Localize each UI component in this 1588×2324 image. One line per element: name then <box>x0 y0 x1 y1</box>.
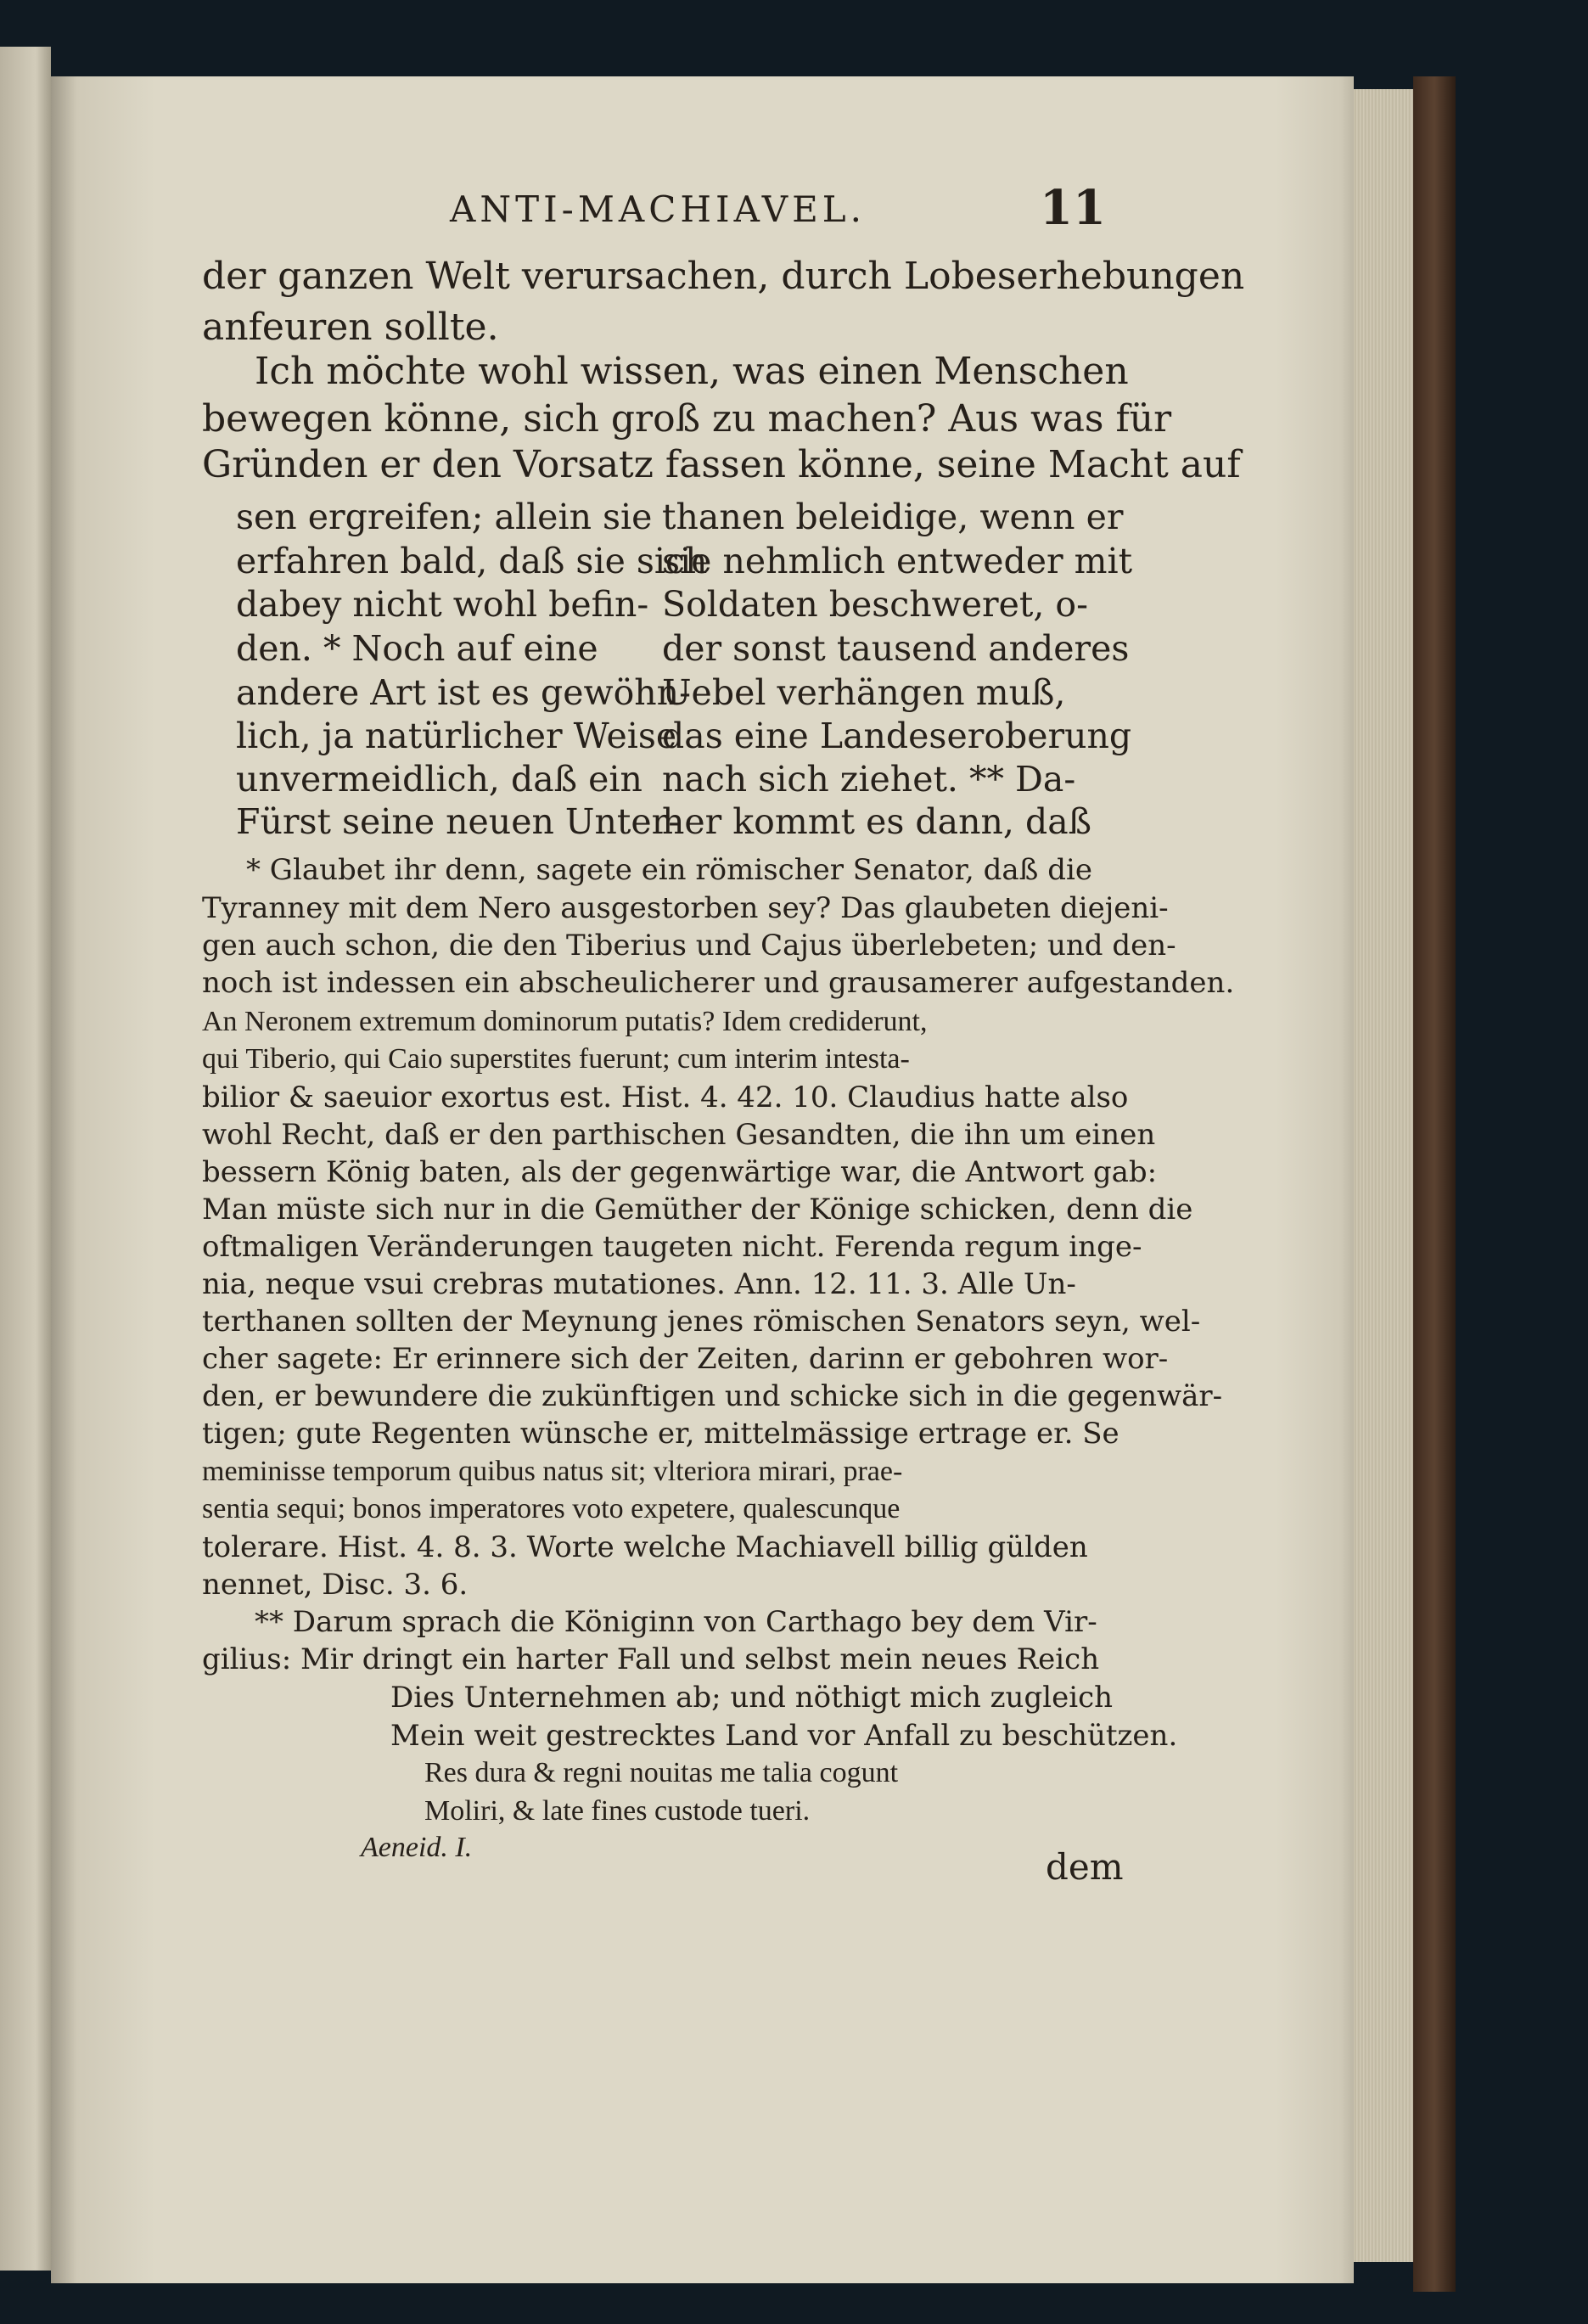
column-line: andere Art ist es gewöhn- <box>236 672 691 713</box>
column-line: Uebel verhängen muß, <box>662 672 1066 713</box>
column-line: sie nehmlich entweder mit <box>662 541 1133 581</box>
footnote-line: nia, neque vsui crebras mutationes. Ann. 12. 11. 3. Alle Un- <box>202 1267 1076 1301</box>
body-line: bewegen könne, sich groß zu machen? Aus was für <box>202 397 1172 441</box>
column-line: den. * Noch auf eine <box>236 628 598 669</box>
column-line: dabey nicht wohl befin- <box>236 584 649 625</box>
footnote-line: oftmaligen Veränderungen taugeten nicht. Ferenda regum inge- <box>202 1230 1142 1264</box>
column-line: her kommt es dann, daß <box>662 801 1092 842</box>
column-line: Fürst seine neuen Unter- <box>236 801 681 842</box>
footnote-line: tolerare. Hist. 4. 8. 3. Worte welche Machiavell billig gülden <box>202 1530 1088 1564</box>
body-line: Ich möchte wohl wissen, was einen Menschen <box>255 350 1129 393</box>
column-line: der sonst tausend anderes <box>662 628 1130 669</box>
footnote-line: meminisse temporum quibus natus sit; vlteriora mirari, prae- <box>202 1456 903 1487</box>
footnote-line: bessern König baten, als der gegenwärtige war, die Antwort gab: <box>202 1155 1158 1189</box>
verse-line: Moliri, & late fines custode tueri. <box>424 1795 811 1827</box>
footnote-line: sentia sequi; bonos imperatores voto expetere, qualescunque <box>202 1493 901 1524</box>
book-cover <box>1413 76 1456 2292</box>
column-line: sen ergreifen; allein sie <box>236 497 653 537</box>
citation: Aeneid. I. <box>361 1832 473 1863</box>
footnote-line: bilior & saeuior exortus est. Hist. 4. 42. 10. Claudius hatte also <box>202 1081 1129 1114</box>
footnote-line: Tyranney mit dem Nero ausgestorben sey? Das glaubeten diejeni- <box>202 891 1169 925</box>
page-stack-edges <box>1354 89 1413 2262</box>
previous-page-edge <box>0 47 51 2271</box>
catchword: dem <box>1046 1846 1124 1888</box>
footnote-line: cher sagete: Er erinnere sich der Zeiten, darinn er gebohren wor- <box>202 1342 1169 1376</box>
footnote-line: terthanen sollten der Meynung jenes römischen Senators seyn, wel- <box>202 1305 1201 1339</box>
footnote-line: nennet, Disc. 3. 6. <box>202 1568 469 1602</box>
footnote-line: Man müste sich nur in die Gemüther der Könige schicken, denn die <box>202 1193 1193 1227</box>
footnote-line: ** Darum sprach die Königinn von Carthago bey dem Vir- <box>255 1605 1097 1639</box>
footnote-line: den, er bewundere die zukünftigen und schicke sich in die gegenwär- <box>202 1379 1223 1413</box>
column-line: das eine Landeseroberung <box>662 716 1132 756</box>
body-line: anfeuren sollte. <box>202 306 499 349</box>
verse-line: Mein weit gestrecktes Land vor Anfall zu beschützen. <box>390 1719 1178 1753</box>
footnote-line: * Glaubet ihr denn, sagete ein römischer Senator, daß die <box>246 853 1092 887</box>
column-line: nach sich ziehet. ** Da- <box>662 759 1076 800</box>
column-line: lich, ja natürlicher Weise <box>236 716 677 756</box>
footnote-line: An Neronem extremum dominorum putatis? Idem crediderunt, <box>202 1006 928 1037</box>
footnote-line: qui Tiberio, qui Caio superstites fuerunt; cum interim intesta- <box>202 1043 910 1075</box>
column-line: thanen beleidige, wenn er <box>662 497 1124 537</box>
verse-line: Res dura & regni nouitas me talia cogunt <box>424 1757 899 1788</box>
column-line: unvermeidlich, daß ein <box>236 759 642 800</box>
column-line: erfahren bald, daß sie sich <box>236 541 708 581</box>
footnote-line: gen auch schon, die den Tiberius und Cajus überlebeten; und den- <box>202 929 1176 963</box>
body-line: der ganzen Welt verursachen, durch Lobeserhebungen <box>202 255 1245 298</box>
footnote-line: noch ist indessen ein abscheulicherer und grausamerer aufgestanden. <box>202 966 1235 1000</box>
running-title: ANTI-MACHIAVEL. <box>450 188 867 230</box>
column-line: Soldaten beschweret, o- <box>662 584 1088 625</box>
footnote-line: gilius: Mir dringt ein harter Fall und selbst mein neues Reich <box>202 1642 1100 1676</box>
verse-line: Dies Unternehmen ab; und nöthigt mich zugleich <box>390 1681 1114 1715</box>
footnote-line: tigen; gute Regenten wünsche er, mittelmässige ertrage er. Se <box>202 1417 1119 1451</box>
footnote-line: wohl Recht, daß er den parthischen Gesandten, die ihn um einen <box>202 1118 1156 1152</box>
page-number: 11 <box>1040 180 1106 236</box>
body-line: Gründen er den Vorsatz fassen könne, seine Macht auf <box>202 443 1241 486</box>
